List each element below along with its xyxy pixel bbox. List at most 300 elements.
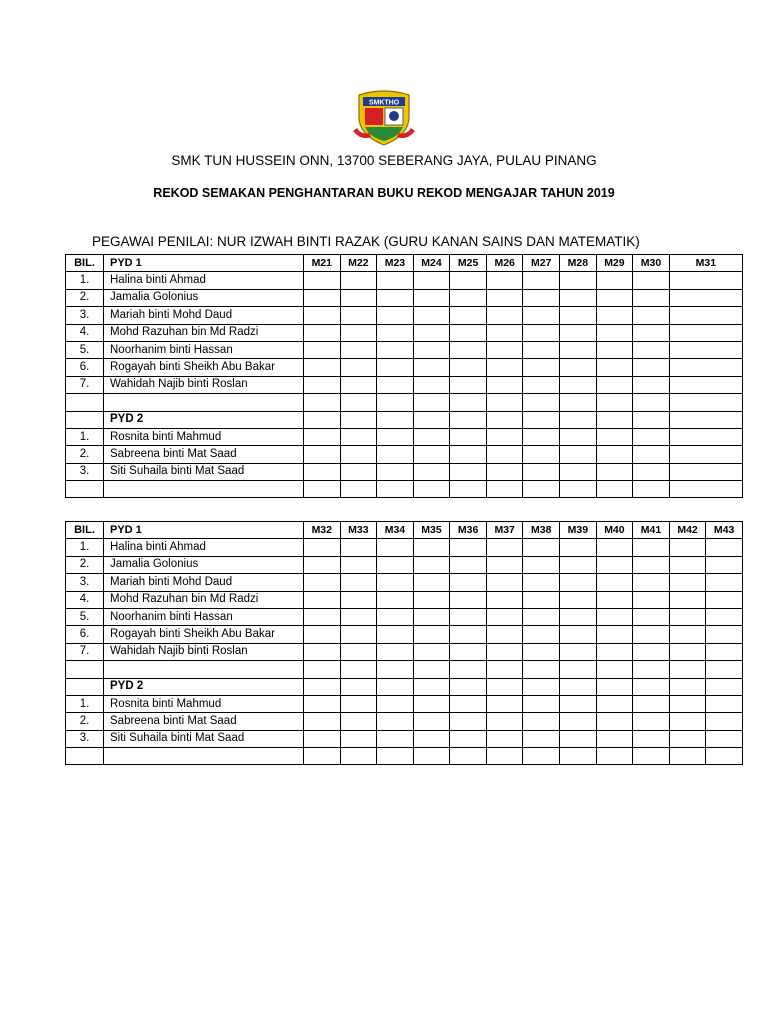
check-cell[interactable] — [377, 289, 414, 306]
check-cell[interactable] — [340, 272, 377, 289]
check-cell[interactable] — [706, 695, 743, 712]
check-cell[interactable] — [486, 678, 523, 695]
check-cell[interactable] — [669, 481, 742, 498]
check-cell[interactable] — [450, 272, 487, 289]
check-cell[interactable] — [413, 661, 450, 678]
check-cell[interactable] — [377, 324, 414, 341]
check-cell[interactable] — [377, 428, 414, 445]
check-cell[interactable] — [669, 713, 706, 730]
check-cell[interactable] — [706, 539, 743, 556]
check-cell[interactable] — [450, 539, 487, 556]
check-cell[interactable] — [596, 539, 633, 556]
check-cell[interactable] — [340, 324, 377, 341]
check-cell[interactable] — [669, 341, 742, 358]
check-cell[interactable] — [304, 539, 341, 556]
check-cell[interactable] — [413, 539, 450, 556]
check-cell[interactable] — [450, 411, 487, 428]
check-cell[interactable] — [523, 463, 560, 480]
check-cell[interactable] — [523, 591, 560, 608]
check-cell[interactable] — [596, 359, 633, 376]
check-cell[interactable] — [377, 307, 414, 324]
check-cell[interactable] — [560, 411, 597, 428]
check-cell[interactable] — [486, 446, 523, 463]
check-cell[interactable] — [523, 272, 560, 289]
check-cell[interactable] — [304, 591, 341, 608]
check-cell[interactable] — [669, 446, 742, 463]
check-cell[interactable] — [560, 713, 597, 730]
check-cell[interactable] — [596, 307, 633, 324]
check-cell[interactable] — [486, 394, 523, 411]
check-cell[interactable] — [596, 446, 633, 463]
check-cell[interactable] — [560, 341, 597, 358]
check-cell[interactable] — [633, 626, 670, 643]
check-cell[interactable] — [706, 748, 743, 765]
check-cell[interactable] — [669, 678, 706, 695]
check-cell[interactable] — [486, 730, 523, 747]
check-cell[interactable] — [304, 608, 341, 625]
check-cell[interactable] — [596, 428, 633, 445]
check-cell[interactable] — [340, 411, 377, 428]
check-cell[interactable] — [377, 411, 414, 428]
check-cell[interactable] — [304, 626, 341, 643]
check-cell[interactable] — [450, 446, 487, 463]
check-cell[interactable] — [340, 626, 377, 643]
check-cell[interactable] — [304, 730, 341, 747]
check-cell[interactable] — [304, 324, 341, 341]
check-cell[interactable] — [596, 643, 633, 660]
check-cell[interactable] — [413, 591, 450, 608]
check-cell[interactable] — [523, 376, 560, 393]
check-cell[interactable] — [633, 428, 670, 445]
check-cell[interactable] — [377, 556, 414, 573]
check-cell[interactable] — [413, 556, 450, 573]
check-cell[interactable] — [413, 695, 450, 712]
check-cell[interactable] — [560, 463, 597, 480]
check-cell[interactable] — [413, 272, 450, 289]
check-cell[interactable] — [413, 394, 450, 411]
check-cell[interactable] — [486, 556, 523, 573]
check-cell[interactable] — [486, 661, 523, 678]
check-cell[interactable] — [340, 446, 377, 463]
check-cell[interactable] — [377, 341, 414, 358]
check-cell[interactable] — [596, 556, 633, 573]
check-cell[interactable] — [450, 556, 487, 573]
check-cell[interactable] — [486, 359, 523, 376]
check-cell[interactable] — [377, 446, 414, 463]
check-cell[interactable] — [413, 748, 450, 765]
check-cell[interactable] — [706, 678, 743, 695]
check-cell[interactable] — [413, 289, 450, 306]
check-cell[interactable] — [450, 481, 487, 498]
check-cell[interactable] — [596, 661, 633, 678]
check-cell[interactable] — [560, 643, 597, 660]
check-cell[interactable] — [377, 678, 414, 695]
check-cell[interactable] — [706, 713, 743, 730]
check-cell[interactable] — [413, 713, 450, 730]
check-cell[interactable] — [560, 446, 597, 463]
check-cell[interactable] — [450, 608, 487, 625]
check-cell[interactable] — [486, 643, 523, 660]
check-cell[interactable] — [377, 643, 414, 660]
check-cell[interactable] — [560, 289, 597, 306]
check-cell[interactable] — [486, 411, 523, 428]
check-cell[interactable] — [669, 591, 706, 608]
check-cell[interactable] — [596, 411, 633, 428]
check-cell[interactable] — [340, 608, 377, 625]
check-cell[interactable] — [450, 359, 487, 376]
check-cell[interactable] — [377, 713, 414, 730]
check-cell[interactable] — [633, 446, 670, 463]
check-cell[interactable] — [706, 591, 743, 608]
check-cell[interactable] — [304, 661, 341, 678]
check-cell[interactable] — [669, 626, 706, 643]
check-cell[interactable] — [633, 394, 670, 411]
check-cell[interactable] — [560, 730, 597, 747]
check-cell[interactable] — [450, 661, 487, 678]
check-cell[interactable] — [340, 730, 377, 747]
check-cell[interactable] — [596, 713, 633, 730]
check-cell[interactable] — [633, 748, 670, 765]
check-cell[interactable] — [340, 748, 377, 765]
check-cell[interactable] — [413, 341, 450, 358]
check-cell[interactable] — [633, 643, 670, 660]
check-cell[interactable] — [377, 463, 414, 480]
check-cell[interactable] — [560, 608, 597, 625]
check-cell[interactable] — [486, 591, 523, 608]
check-cell[interactable] — [596, 376, 633, 393]
check-cell[interactable] — [669, 730, 706, 747]
check-cell[interactable] — [523, 661, 560, 678]
check-cell[interactable] — [413, 359, 450, 376]
check-cell[interactable] — [450, 428, 487, 445]
check-cell[interactable] — [633, 324, 670, 341]
check-cell[interactable] — [304, 463, 341, 480]
check-cell[interactable] — [523, 643, 560, 660]
check-cell[interactable] — [340, 394, 377, 411]
check-cell[interactable] — [413, 608, 450, 625]
check-cell[interactable] — [304, 394, 341, 411]
check-cell[interactable] — [669, 428, 742, 445]
check-cell[interactable] — [633, 574, 670, 591]
check-cell[interactable] — [377, 730, 414, 747]
check-cell[interactable] — [596, 608, 633, 625]
check-cell[interactable] — [633, 411, 670, 428]
check-cell[interactable] — [523, 411, 560, 428]
check-cell[interactable] — [596, 481, 633, 498]
check-cell[interactable] — [633, 608, 670, 625]
check-cell[interactable] — [596, 748, 633, 765]
check-cell[interactable] — [304, 574, 341, 591]
check-cell[interactable] — [413, 481, 450, 498]
check-cell[interactable] — [450, 695, 487, 712]
check-cell[interactable] — [596, 574, 633, 591]
check-cell[interactable] — [523, 713, 560, 730]
check-cell[interactable] — [669, 661, 706, 678]
check-cell[interactable] — [450, 730, 487, 747]
check-cell[interactable] — [377, 272, 414, 289]
check-cell[interactable] — [523, 307, 560, 324]
check-cell[interactable] — [304, 428, 341, 445]
check-cell[interactable] — [633, 359, 670, 376]
check-cell[interactable] — [304, 307, 341, 324]
check-cell[interactable] — [304, 341, 341, 358]
check-cell[interactable] — [523, 289, 560, 306]
check-cell[interactable] — [706, 643, 743, 660]
check-cell[interactable] — [413, 411, 450, 428]
check-cell[interactable] — [304, 748, 341, 765]
check-cell[interactable] — [596, 324, 633, 341]
check-cell[interactable] — [560, 394, 597, 411]
check-cell[interactable] — [560, 428, 597, 445]
check-cell[interactable] — [523, 428, 560, 445]
check-cell[interactable] — [450, 394, 487, 411]
check-cell[interactable] — [523, 626, 560, 643]
check-cell[interactable] — [450, 591, 487, 608]
check-cell[interactable] — [450, 376, 487, 393]
check-cell[interactable] — [413, 643, 450, 660]
check-cell[interactable] — [486, 626, 523, 643]
check-cell[interactable] — [706, 730, 743, 747]
check-cell[interactable] — [669, 556, 706, 573]
check-cell[interactable] — [304, 556, 341, 573]
check-cell[interactable] — [669, 643, 706, 660]
check-cell[interactable] — [340, 539, 377, 556]
check-cell[interactable] — [413, 730, 450, 747]
check-cell[interactable] — [669, 695, 706, 712]
check-cell[interactable] — [560, 307, 597, 324]
check-cell[interactable] — [706, 661, 743, 678]
check-cell[interactable] — [560, 591, 597, 608]
check-cell[interactable] — [304, 446, 341, 463]
check-cell[interactable] — [304, 289, 341, 306]
check-cell[interactable] — [596, 626, 633, 643]
check-cell[interactable] — [669, 307, 742, 324]
check-cell[interactable] — [633, 556, 670, 573]
check-cell[interactable] — [706, 626, 743, 643]
check-cell[interactable] — [523, 556, 560, 573]
check-cell[interactable] — [596, 289, 633, 306]
check-cell[interactable] — [450, 713, 487, 730]
check-cell[interactable] — [486, 481, 523, 498]
check-cell[interactable] — [633, 695, 670, 712]
check-cell[interactable] — [450, 748, 487, 765]
check-cell[interactable] — [669, 748, 706, 765]
check-cell[interactable] — [340, 341, 377, 358]
check-cell[interactable] — [560, 539, 597, 556]
check-cell[interactable] — [633, 272, 670, 289]
check-cell[interactable] — [340, 695, 377, 712]
check-cell[interactable] — [596, 272, 633, 289]
check-cell[interactable] — [633, 307, 670, 324]
check-cell[interactable] — [523, 324, 560, 341]
check-cell[interactable] — [560, 324, 597, 341]
check-cell[interactable] — [523, 359, 560, 376]
check-cell[interactable] — [377, 695, 414, 712]
check-cell[interactable] — [304, 359, 341, 376]
check-cell[interactable] — [560, 695, 597, 712]
check-cell[interactable] — [377, 608, 414, 625]
check-cell[interactable] — [340, 376, 377, 393]
check-cell[interactable] — [523, 695, 560, 712]
check-cell[interactable] — [486, 341, 523, 358]
check-cell[interactable] — [706, 574, 743, 591]
check-cell[interactable] — [669, 359, 742, 376]
check-cell[interactable] — [596, 730, 633, 747]
check-cell[interactable] — [523, 341, 560, 358]
check-cell[interactable] — [596, 463, 633, 480]
check-cell[interactable] — [450, 643, 487, 660]
check-cell[interactable] — [486, 463, 523, 480]
check-cell[interactable] — [304, 272, 341, 289]
check-cell[interactable] — [523, 678, 560, 695]
check-cell[interactable] — [340, 289, 377, 306]
check-cell[interactable] — [450, 574, 487, 591]
check-cell[interactable] — [596, 394, 633, 411]
check-cell[interactable] — [377, 539, 414, 556]
check-cell[interactable] — [340, 307, 377, 324]
check-cell[interactable] — [340, 574, 377, 591]
check-cell[interactable] — [633, 713, 670, 730]
check-cell[interactable] — [633, 539, 670, 556]
check-cell[interactable] — [413, 678, 450, 695]
check-cell[interactable] — [413, 428, 450, 445]
check-cell[interactable] — [669, 608, 706, 625]
check-cell[interactable] — [633, 289, 670, 306]
check-cell[interactable] — [304, 411, 341, 428]
check-cell[interactable] — [413, 376, 450, 393]
check-cell[interactable] — [450, 341, 487, 358]
check-cell[interactable] — [596, 341, 633, 358]
check-cell[interactable] — [340, 713, 377, 730]
check-cell[interactable] — [304, 376, 341, 393]
check-cell[interactable] — [633, 463, 670, 480]
check-cell[interactable] — [706, 556, 743, 573]
check-cell[interactable] — [450, 289, 487, 306]
check-cell[interactable] — [669, 539, 706, 556]
check-cell[interactable] — [560, 748, 597, 765]
check-cell[interactable] — [450, 307, 487, 324]
check-cell[interactable] — [596, 695, 633, 712]
check-cell[interactable] — [486, 608, 523, 625]
check-cell[interactable] — [560, 574, 597, 591]
check-cell[interactable] — [377, 359, 414, 376]
check-cell[interactable] — [340, 678, 377, 695]
check-cell[interactable] — [340, 591, 377, 608]
check-cell[interactable] — [304, 713, 341, 730]
check-cell[interactable] — [560, 678, 597, 695]
check-cell[interactable] — [669, 394, 742, 411]
check-cell[interactable] — [560, 626, 597, 643]
check-cell[interactable] — [486, 695, 523, 712]
check-cell[interactable] — [633, 730, 670, 747]
check-cell[interactable] — [523, 394, 560, 411]
check-cell[interactable] — [486, 713, 523, 730]
check-cell[interactable] — [486, 324, 523, 341]
check-cell[interactable] — [304, 695, 341, 712]
check-cell[interactable] — [340, 643, 377, 660]
check-cell[interactable] — [304, 481, 341, 498]
check-cell[interactable] — [523, 446, 560, 463]
check-cell[interactable] — [340, 463, 377, 480]
check-cell[interactable] — [377, 661, 414, 678]
check-cell[interactable] — [669, 411, 742, 428]
check-cell[interactable] — [486, 428, 523, 445]
check-cell[interactable] — [413, 446, 450, 463]
check-cell[interactable] — [450, 463, 487, 480]
check-cell[interactable] — [413, 324, 450, 341]
check-cell[interactable] — [413, 626, 450, 643]
check-cell[interactable] — [377, 748, 414, 765]
check-cell[interactable] — [669, 289, 742, 306]
check-cell[interactable] — [523, 730, 560, 747]
check-cell[interactable] — [669, 376, 742, 393]
check-cell[interactable] — [596, 678, 633, 695]
check-cell[interactable] — [486, 307, 523, 324]
check-cell[interactable] — [340, 556, 377, 573]
check-cell[interactable] — [523, 539, 560, 556]
check-cell[interactable] — [377, 626, 414, 643]
check-cell[interactable] — [486, 539, 523, 556]
check-cell[interactable] — [486, 289, 523, 306]
check-cell[interactable] — [596, 591, 633, 608]
check-cell[interactable] — [450, 324, 487, 341]
check-cell[interactable] — [669, 463, 742, 480]
check-cell[interactable] — [669, 272, 742, 289]
check-cell[interactable] — [633, 661, 670, 678]
check-cell[interactable] — [523, 608, 560, 625]
check-cell[interactable] — [523, 481, 560, 498]
check-cell[interactable] — [523, 574, 560, 591]
header-row — [66, 522, 743, 539]
check-cell[interactable] — [633, 481, 670, 498]
check-cell[interactable] — [560, 376, 597, 393]
check-cell[interactable] — [377, 591, 414, 608]
check-cell[interactable] — [377, 394, 414, 411]
check-cell[interactable] — [486, 272, 523, 289]
check-cell[interactable] — [486, 748, 523, 765]
check-cell[interactable] — [413, 463, 450, 480]
check-cell[interactable] — [633, 376, 670, 393]
check-cell[interactable] — [413, 574, 450, 591]
check-cell[interactable] — [377, 574, 414, 591]
check-cell[interactable] — [633, 591, 670, 608]
check-cell[interactable] — [706, 608, 743, 625]
check-cell[interactable] — [669, 574, 706, 591]
check-cell[interactable] — [560, 359, 597, 376]
check-cell[interactable] — [340, 359, 377, 376]
check-cell[interactable] — [340, 661, 377, 678]
check-cell[interactable] — [486, 376, 523, 393]
check-cell[interactable] — [560, 272, 597, 289]
check-cell[interactable] — [669, 324, 742, 341]
check-cell[interactable] — [450, 626, 487, 643]
check-cell[interactable] — [450, 678, 487, 695]
check-cell[interactable] — [340, 481, 377, 498]
check-cell[interactable] — [560, 481, 597, 498]
check-cell[interactable] — [304, 678, 341, 695]
check-cell[interactable] — [633, 341, 670, 358]
check-cell[interactable] — [523, 748, 560, 765]
check-cell[interactable] — [633, 678, 670, 695]
check-cell[interactable] — [560, 661, 597, 678]
check-cell[interactable] — [560, 556, 597, 573]
check-cell[interactable] — [340, 428, 377, 445]
check-cell[interactable] — [377, 376, 414, 393]
check-cell[interactable] — [377, 481, 414, 498]
check-cell[interactable] — [486, 574, 523, 591]
check-cell[interactable] — [304, 643, 341, 660]
check-cell[interactable] — [413, 307, 450, 324]
